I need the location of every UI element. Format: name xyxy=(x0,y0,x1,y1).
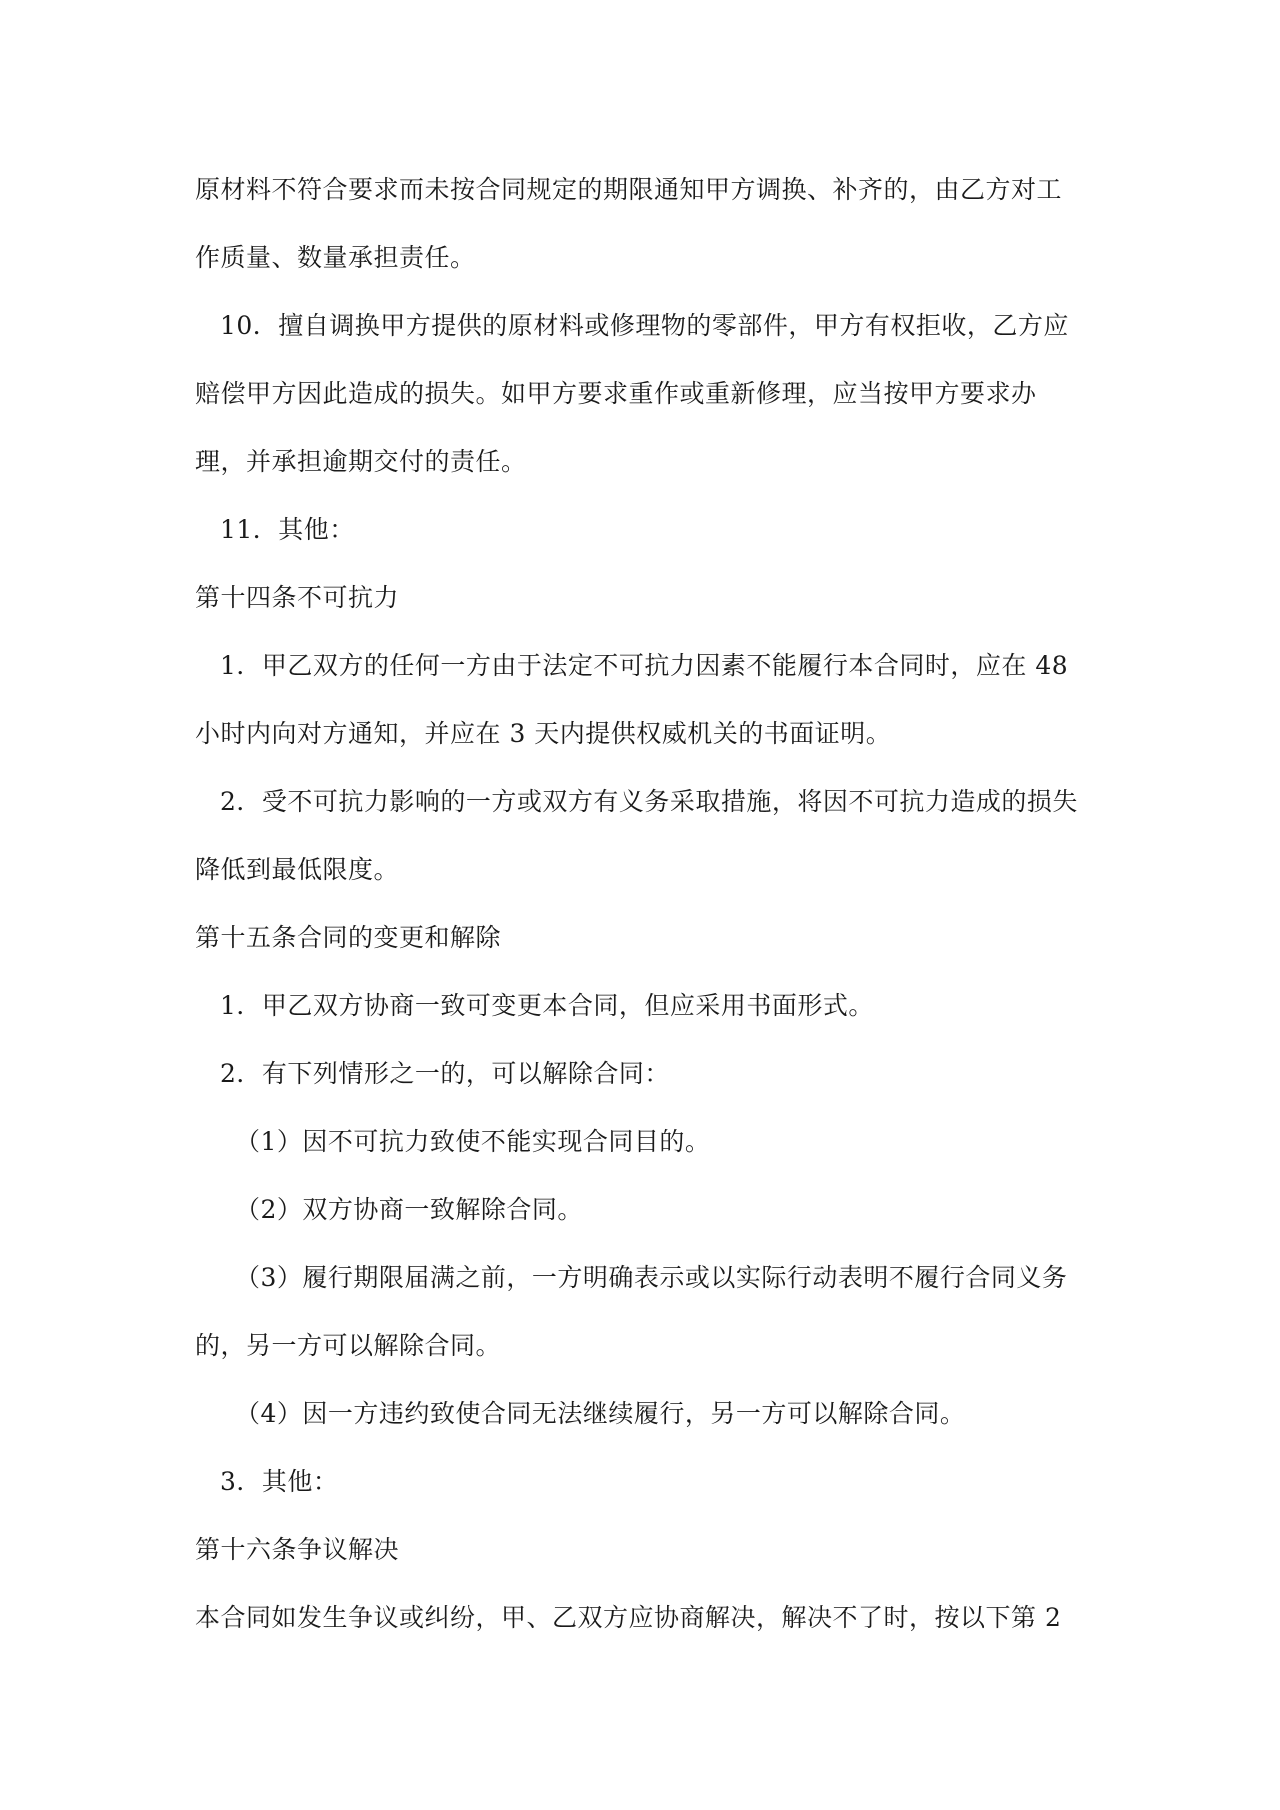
paragraph-line: 3．其他： xyxy=(220,1467,339,1496)
paragraph-line: 的，另一方可以解除合同。 xyxy=(195,1331,502,1360)
section-heading: 第十六条争议解决 xyxy=(195,1535,400,1564)
paragraph-line: 10．擅自调换甲方提供的原材料或修理物的零部件，甲方有权拒收，乙方应 xyxy=(220,311,1069,340)
paragraph-line: 作质量、数量承担责任。 xyxy=(195,243,476,272)
paragraph-line: （1）因不可抗力致使不能实现合同目的。 xyxy=(235,1127,711,1156)
paragraph-line: （4）因一方违约致使合同无法继续履行，另一方可以解除合同。 xyxy=(235,1399,966,1428)
paragraph-line: （3）履行期限届满之前，一方明确表示或以实际行动表明不履行合同义务 xyxy=(235,1263,1068,1292)
paragraph-line: 1．甲乙双方的任何一方由于法定不可抗力因素不能履行本合同时，应在 48 xyxy=(220,651,1069,680)
paragraph-line: 本合同如发生争议或纠纷，甲、乙双方应协商解决，解决不了时，按以下第 2 xyxy=(195,1603,1062,1632)
paragraph-line: 降低到最低限度。 xyxy=(195,855,400,884)
section-heading: 第十五条合同的变更和解除 xyxy=(195,923,502,952)
paragraph-line: 原材料不符合要求而未按合同规定的期限通知甲方调换、补齐的，由乙方对工 xyxy=(195,175,1063,204)
paragraph-line: 2．有下列情形之一的，可以解除合同： xyxy=(220,1059,670,1088)
paragraph-line: 小时内向对方通知，并应在 3 天内提供权威机关的书面证明。 xyxy=(195,719,892,748)
paragraph-line: （2）双方协商一致解除合同。 xyxy=(235,1195,583,1224)
paragraph-line: 赔偿甲方因此造成的损失。如甲方要求重作或重新修理，应当按甲方要求办 xyxy=(195,379,1037,408)
paragraph-line: 理，并承担逾期交付的责任。 xyxy=(195,447,527,476)
paragraph-line: 11．其他： xyxy=(220,515,355,544)
paragraph-line: 2．受不可抗力影响的一方或双方有义务采取措施，将因不可抗力造成的损失 xyxy=(220,787,1078,816)
paragraph-line: 1．甲乙双方协商一致可变更本合同，但应采用书面形式。 xyxy=(220,991,874,1020)
section-heading: 第十四条不可抗力 xyxy=(195,583,400,612)
